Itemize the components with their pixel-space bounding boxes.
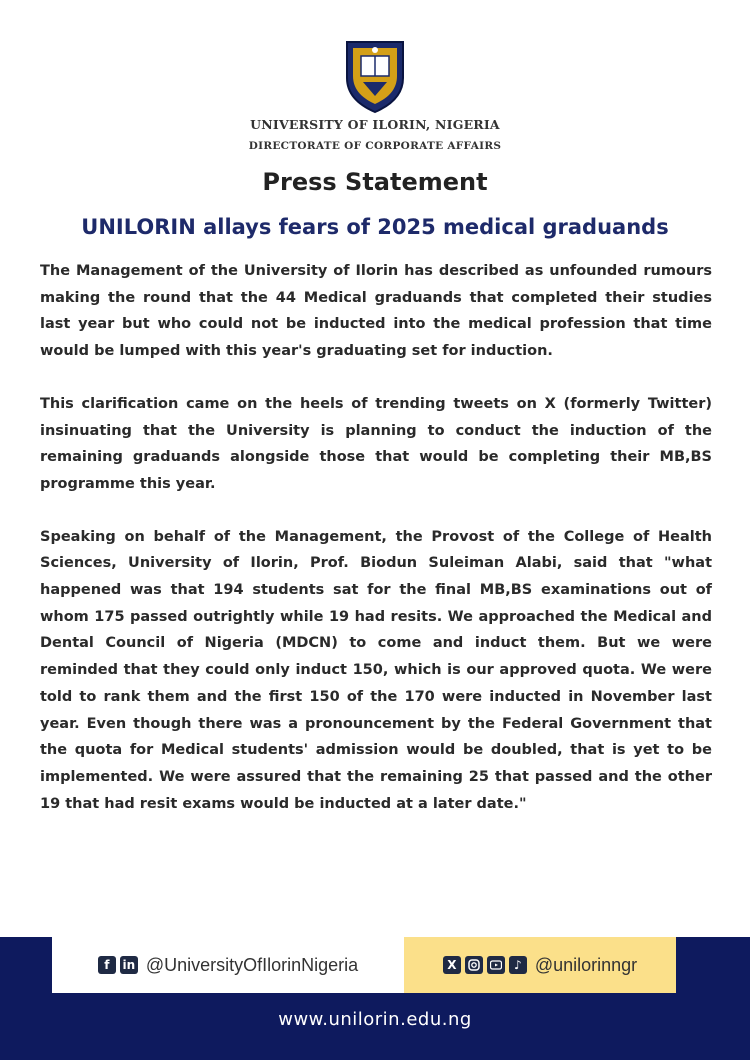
tiktok-icon[interactable]: ♪	[509, 956, 527, 974]
social-handle-primary[interactable]: @UniversityOfIlorinNigeria	[145, 954, 359, 975]
social-links-secondary	[404, 937, 676, 993]
footer-banner	[0, 937, 750, 1060]
document-type-title: Press Statement	[262, 168, 488, 196]
directorate-name: DIRECTORATE OF CORPORATE AFFAIRS	[248, 140, 502, 152]
linkedin-icon[interactable]: in	[120, 956, 138, 974]
x-icon[interactable]: X	[443, 956, 461, 974]
paragraph: This clarification came on the heels of trending tweets on X (formerly Twitter) insinuating that the University is planning to conduct the induction of the remaining graduands alongside those that would be completing their MB,BS programme this year.	[40, 395, 712, 492]
headline: UNILORIN allays fears of 2025 medical graduands	[81, 215, 669, 239]
statement-body	[40, 258, 712, 843]
social-links-primary	[52, 937, 404, 993]
facebook-icon[interactable]: f	[98, 956, 116, 974]
instagram-icon[interactable]	[465, 956, 483, 974]
website-link[interactable]: www.unilorin.edu.ng	[278, 1009, 472, 1030]
university-name: UNIVERSITY OF ILORIN, NIGERIA	[250, 117, 500, 132]
youtube-icon[interactable]	[487, 956, 505, 974]
social-handle-secondary[interactable]: @unilorinngr	[534, 954, 638, 975]
university-crest-logo	[343, 38, 407, 114]
paragraph: The Management of the University of Ilorin has described as unfounded rumours making the round that the 44 Medical graduands that completed their studies last year but who could not be inducted into the medical profession that time would be lumped with this year's graduating set for induction.	[40, 263, 712, 360]
paragraph: Speaking on behalf of the Management, the Provost of the College of Health Sciences, University of Ilorin, Prof. Biodun Suleiman Alabi, said that "what happened was that 194 students sat for the final MB,BS examinations out of whom 175 passed outrightly while 19 had resits. We approached the Medical and Dental Council of Nigeria (MDCN) to come and induct them. But we were reminded that they could only induct 150, which is our approved quota. We were told to rank them and the first 150 of the 170 were inducted in November last year. Even though there was a pronouncement by the Federal Government that the quota for Medical students' admission would be doubled, that is yet to be implemented. We were assured that the remaining 25 that passed and the other 19 that had resit exams would be inducted at a later date."	[40, 528, 712, 812]
